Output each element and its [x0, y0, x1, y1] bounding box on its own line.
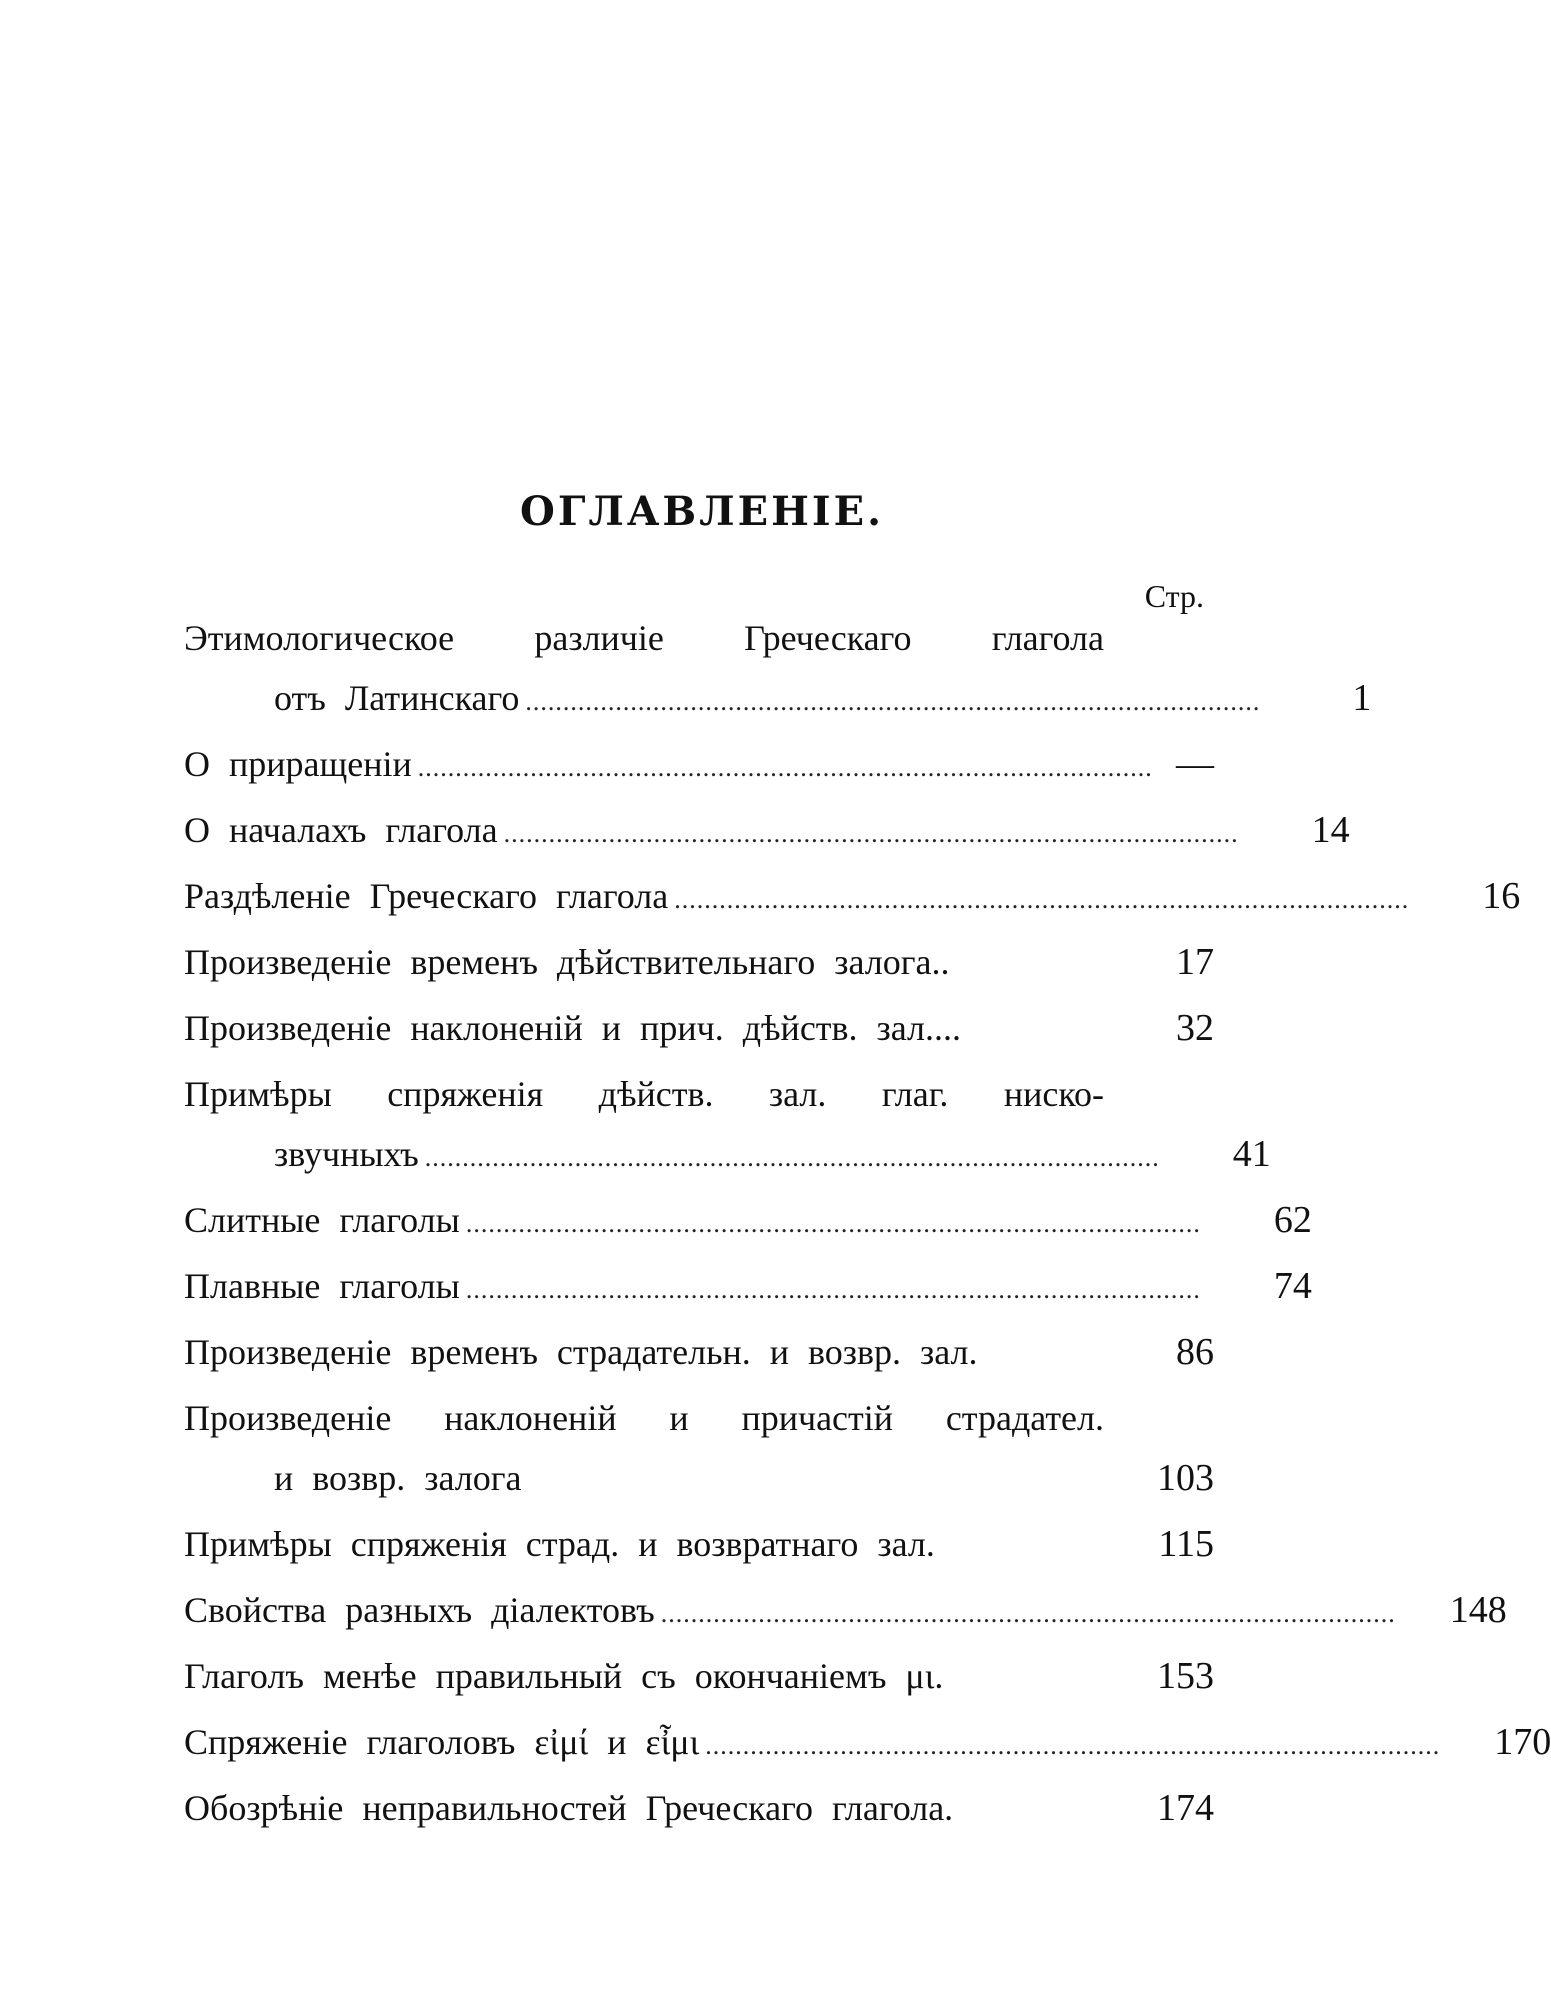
toc-page-number: 14 — [1311, 809, 1350, 851]
toc-entry-text: Примѣры спряженія дѣйств. зал. глаг. ниско- — [184, 1074, 1104, 1114]
toc-entry-text: и возвр. залога — [274, 1458, 522, 1498]
toc-page-number: 62 — [1273, 1199, 1312, 1241]
toc-page-number: 170 — [1494, 1721, 1551, 1763]
toc-entry-text: Обозрѣніе неправильностей Греческаго глагола. — [184, 1788, 954, 1828]
toc-entry-text: Произведеніе временъ страдательн. и возвр. зал. — [184, 1332, 978, 1372]
toc-page-number: 32 — [1176, 1007, 1214, 1049]
toc-page-number: 153 — [1157, 1655, 1214, 1697]
toc-entry — [184, 866, 1521, 926]
toc-page-number: 74 — [1273, 1265, 1312, 1307]
toc-entry-text: Слитные глаголы — [184, 1200, 460, 1240]
toc-entry-text: Примѣры спряженія страд. и возвратнаго зал. — [184, 1524, 935, 1564]
toc-page-number: 103 — [1157, 1457, 1214, 1499]
toc-page-number: 1 — [1352, 677, 1372, 719]
toc-page-number: 115 — [1158, 1523, 1214, 1565]
dot-leader: .................................................................................................. — [525, 687, 1261, 716]
table-of-contents — [184, 608, 1551, 1844]
toc-entry — [184, 1646, 1214, 1706]
dot-leader: .................................................................................................. — [424, 1143, 1160, 1172]
dot-leader: .................................................................................................. — [417, 753, 1153, 782]
toc-entry — [184, 734, 1214, 794]
dot-leader: .................................................................................................. — [465, 1275, 1201, 1304]
page-title: ОГЛАВЛЕНІЕ. — [520, 488, 884, 535]
toc-entry — [184, 1712, 1551, 1772]
toc-page-number: 174 — [1157, 1787, 1214, 1829]
toc-entry — [184, 1388, 1214, 1508]
toc-entry — [184, 1064, 1271, 1184]
toc-entry — [184, 1778, 1214, 1838]
dot-leader: .................................................................................................. — [465, 1209, 1201, 1238]
toc-entry-text: звучныхъ — [274, 1134, 419, 1174]
toc-entry-text: Произведеніе наклоненій и прич. дѣйств. зал.... — [184, 1008, 962, 1048]
toc-entry — [184, 800, 1350, 860]
toc-entry-text: О началахъ глагола — [184, 810, 498, 850]
toc-entry-text: Произведеніе временъ дѣйствительнаго залога.. — [184, 942, 950, 982]
toc-entry — [184, 1190, 1312, 1250]
toc-entry-text: Этимологическое различіе Греческаго глагола — [184, 618, 1104, 658]
toc-entry — [184, 608, 1372, 728]
toc-entry — [184, 998, 1214, 1058]
toc-entry — [184, 1256, 1312, 1316]
toc-page-number: 86 — [1176, 1331, 1214, 1373]
toc-page-number: 41 — [1232, 1133, 1271, 1175]
toc-entry-text: отъ Латинскаго — [274, 678, 520, 718]
toc-page-number: 16 — [1482, 875, 1521, 917]
toc-entry-text: Произведеніе наклоненій и причастій страдател. — [184, 1398, 1104, 1438]
toc-entry — [184, 1580, 1507, 1640]
toc-entry — [184, 932, 1214, 992]
toc-page-number: — — [1176, 743, 1214, 785]
page-column-header: Стр. — [1144, 578, 1204, 614]
toc-entry — [184, 1514, 1214, 1574]
toc-entry-text: Свойства разныхъ діалектовъ — [184, 1590, 655, 1630]
toc-page-number: 148 — [1449, 1589, 1507, 1631]
toc-page-number: 17 — [1176, 941, 1214, 983]
toc-entry-text: Плавные глаголы — [184, 1266, 460, 1306]
toc-entry-text: Раздѣленіе Греческаго глагола — [184, 876, 669, 916]
toc-entry-text: О приращеніи — [184, 744, 412, 784]
dot-leader: .................................................................................................. — [705, 1731, 1441, 1760]
dot-leader: .................................................................................................. — [674, 885, 1410, 914]
dot-leader: .................................................................................................. — [503, 819, 1239, 848]
dot-leader: .................................................................................................. — [660, 1599, 1396, 1628]
toc-entry — [184, 1322, 1214, 1382]
toc-entry-text: Глаголъ менѣе правильный съ окончаніемъ μι. — [184, 1656, 944, 1696]
toc-entry-text: Спряженіе глаголовъ εἰμί и εἶμι — [184, 1722, 700, 1762]
